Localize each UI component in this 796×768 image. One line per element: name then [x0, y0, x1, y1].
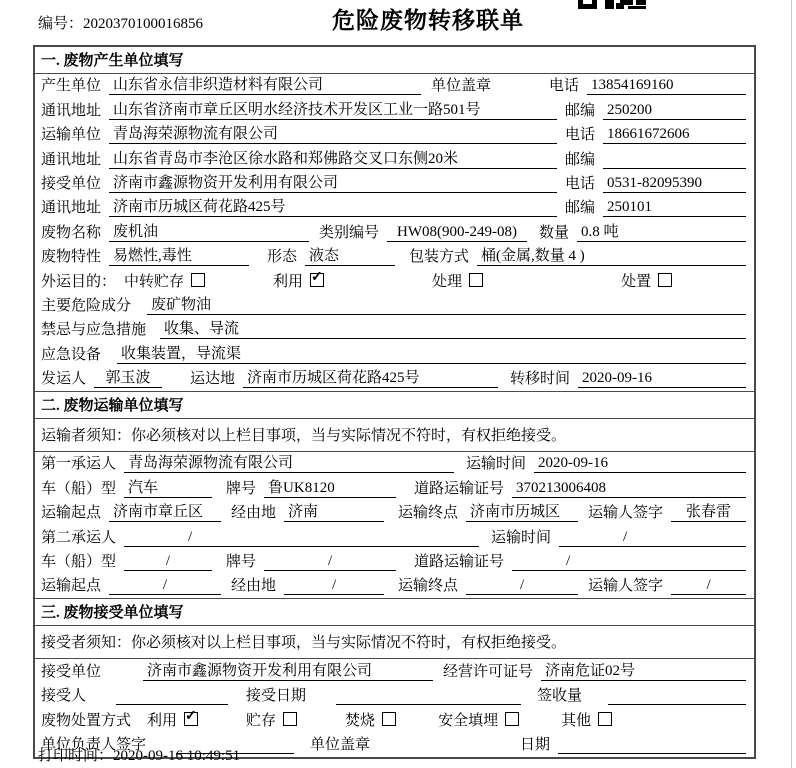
- address1-value: 山东省济南市章丘区明水经济技术开发区工业一路501号: [109, 98, 557, 120]
- precautions-value: 收集、导流: [160, 317, 746, 339]
- seal-label: 单位盖章: [431, 78, 492, 95]
- accept-date-value: [336, 704, 521, 705]
- option-treat: [432, 270, 483, 291]
- route2-row: [35, 574, 754, 598]
- plate2-label: 牌号: [226, 554, 257, 571]
- zip1-label: 邮编: [565, 102, 596, 119]
- acceptor-value: [116, 704, 228, 705]
- manifest-form: [33, 45, 756, 759]
- page-right-edge: [791, 0, 792, 768]
- vehicle1-row: [35, 476, 754, 500]
- qr-code-fragment-icon: [578, 0, 646, 9]
- producer-value: 山东省永信非织造材料有限公司: [109, 73, 421, 95]
- waste-characteristics-row: [35, 245, 754, 269]
- road-permit1-value: 370213006408: [512, 480, 746, 498]
- second-carrier-label: 第二承运人: [41, 529, 117, 546]
- zip2-value: [603, 168, 746, 169]
- carrier-sign1-value: 张春雷: [671, 500, 746, 522]
- acceptor-row: [35, 684, 754, 708]
- option-label: 利用: [273, 273, 304, 290]
- address3-value: 济南市历城区荷花路425号: [109, 195, 557, 217]
- terminus1-label: 运输终点: [398, 505, 459, 522]
- checkbox-unchecked-icon: [283, 712, 297, 726]
- producer-address-row: [35, 98, 754, 122]
- checkbox-unchecked-icon: [191, 273, 205, 287]
- carrier-sign2-value: /: [671, 577, 746, 595]
- option-safe-landfill: [438, 709, 519, 730]
- terminus1-value: 济南市历城区: [466, 500, 578, 522]
- option-label: 处置: [621, 273, 652, 290]
- form-value: 液态: [305, 244, 395, 266]
- option-utilize: [273, 270, 324, 291]
- origin1-value: 济南市章丘区: [109, 500, 221, 522]
- vehicle2-row: [35, 550, 754, 574]
- transport-time1-label: 运输时间: [466, 456, 527, 473]
- checkbox-unchecked-icon: [505, 712, 519, 726]
- carrier-sign2-label: 运输人签字: [588, 578, 664, 595]
- option-other: [561, 709, 612, 730]
- zip3-value: 250101: [603, 199, 746, 217]
- doc-number-value: 2020370100016856: [83, 16, 204, 32]
- option-transfer-storage: [124, 270, 205, 291]
- checkbox-checked-icon: [310, 273, 324, 287]
- receiver-notice: 接受者须知：你必须核对以上栏目事项，当与实际情况不符时，有权拒绝接受。: [35, 626, 754, 659]
- transporter-value: 青岛海荣源物流有限公司: [109, 122, 557, 144]
- receiver-label: 接受单位: [41, 175, 102, 192]
- date-value: [558, 753, 746, 754]
- plate2-value: /: [264, 553, 396, 571]
- received-qty-label: 签收量: [537, 688, 583, 705]
- vehicle-type2-value: /: [124, 553, 212, 571]
- option-store: [246, 709, 297, 730]
- producer-row: [35, 74, 754, 98]
- option-label: 其他: [561, 712, 592, 729]
- zip1-value: 250200: [603, 102, 746, 120]
- hazard-label: 主要危险成分: [41, 297, 132, 314]
- option-label: 利用: [147, 712, 178, 729]
- accept-unit-value: 济南市鑫源物资开发利用有限公司: [143, 659, 433, 681]
- characteristics-value: 易燃性,毒性: [109, 244, 249, 266]
- address3-label: 通讯地址: [41, 200, 102, 217]
- transfer-date-label: 转移时间: [510, 371, 571, 388]
- receiver-row: [35, 172, 754, 196]
- checkbox-checked-icon: [184, 712, 198, 726]
- equipment-value: 收集装置，导流渠: [117, 342, 746, 364]
- receiver-value: 济南市鑫源物资开发利用有限公司: [109, 171, 557, 193]
- zip3-label: 邮编: [565, 200, 596, 217]
- checkbox-unchecked-icon: [598, 712, 612, 726]
- checkbox-unchecked-icon: [658, 273, 672, 287]
- quantity-label: 数量: [539, 224, 570, 241]
- disposal-method-row: [35, 708, 754, 732]
- option-dispose: [621, 270, 672, 291]
- address2-label: 通讯地址: [41, 151, 102, 168]
- quantity-value: 0.8 吨: [577, 220, 746, 242]
- waste-name-row: [35, 220, 754, 244]
- option-label: 中转贮存: [124, 273, 185, 290]
- disposal-label: 废物处置方式: [41, 712, 132, 729]
- accept-date-label: 接受日期: [246, 688, 307, 705]
- origin1-label: 运输起点: [41, 505, 102, 522]
- option-incinerate: [345, 709, 396, 730]
- producer-label: 产生单位: [41, 78, 102, 95]
- plate1-value: 鲁UK8120: [264, 476, 396, 498]
- address2-value: 山东省青岛市李沧区徐水路和郑佛路交叉口东侧20米: [109, 147, 557, 169]
- phone3-label: 电话: [565, 175, 596, 192]
- option-label: 焚烧: [345, 712, 376, 729]
- option-utilize: [147, 709, 198, 730]
- acceptor-label: 接受人: [41, 688, 87, 705]
- road-permit1-label: 道路运输证号: [414, 480, 505, 497]
- first-carrier-value: 青岛海荣源物流有限公司: [124, 451, 454, 473]
- section1-header: 一. 废物产生单位填写: [35, 47, 754, 74]
- doc-number-line: [38, 12, 203, 33]
- waste-name-label: 废物名称: [41, 224, 102, 241]
- origin2-value: /: [109, 577, 221, 595]
- origin2-label: 运输起点: [41, 578, 102, 595]
- phone1-value: 13854169160: [587, 77, 746, 95]
- print-time-value: 2020-09-16 10:49:51: [113, 748, 241, 764]
- transport-time2-value: /: [559, 529, 746, 547]
- waste-name-value: 废机油: [109, 220, 309, 242]
- packaging-label: 包装方式: [409, 249, 470, 266]
- section2-header: 二. 废物运输单位填写: [35, 391, 754, 419]
- receiver-address-row: [35, 196, 754, 220]
- transport-time2-label: 运输时间: [491, 529, 552, 546]
- print-time-line: [38, 744, 240, 765]
- license-label: 经营许可证号: [443, 663, 534, 680]
- shipper-row: [35, 367, 754, 391]
- document-header: [0, 0, 796, 45]
- phone3-value: 0531-82095390: [603, 175, 746, 193]
- date-label: 日期: [520, 736, 551, 753]
- road-permit2-value: /: [512, 553, 746, 571]
- phone1-label: 电话: [549, 78, 580, 95]
- road-permit2-label: 道路运输证号: [414, 554, 505, 571]
- transporter-row: [35, 123, 754, 147]
- purpose-label: 外运目的：: [41, 273, 117, 290]
- transporter-address-row: [35, 147, 754, 171]
- page-title: 危险废物转移联单: [332, 8, 524, 33]
- characteristics-label: 废物特性: [41, 249, 102, 266]
- transport-purpose-row: [35, 269, 754, 293]
- precautions-row: [35, 318, 754, 342]
- carrier-sign1-label: 运输人签字: [588, 505, 664, 522]
- vehicle-type1-label: 车（船）型: [41, 480, 117, 497]
- via1-label: 经由地: [231, 505, 277, 522]
- transporter-label: 运输单位: [41, 127, 102, 144]
- unit-seal-label: 单位盖章: [310, 736, 371, 753]
- second-carrier-row: [35, 525, 754, 549]
- checkbox-unchecked-icon: [382, 712, 396, 726]
- transport-time1-value: 2020-09-16: [534, 455, 746, 473]
- received-qty-value: [608, 704, 746, 705]
- zip2-label: 邮编: [565, 151, 596, 168]
- checkbox-unchecked-icon: [469, 273, 483, 287]
- via2-value: /: [284, 577, 384, 595]
- option-label: 安全填埋: [438, 712, 499, 729]
- route1-row: [35, 501, 754, 525]
- terminus2-value: /: [466, 577, 578, 595]
- category-value: HW08(900-249-08): [387, 224, 527, 242]
- option-label: 处理: [432, 273, 463, 290]
- packaging-value: 桶(金属,数量 4 ): [477, 244, 746, 266]
- section3-header: 三. 废物接受单位填写: [35, 598, 754, 626]
- responsible-sign-label: 单位负责人签字: [41, 736, 147, 753]
- accept-unit-label: 接受单位: [41, 663, 102, 680]
- phone2-label: 电话: [565, 127, 596, 144]
- vehicle-type2-label: 车（船）型: [41, 554, 117, 571]
- terminus2-label: 运输终点: [398, 578, 459, 595]
- via2-label: 经由地: [231, 578, 277, 595]
- category-label: 类别编号: [319, 224, 380, 241]
- first-carrier-label: 第一承运人: [41, 456, 117, 473]
- phone2-value: 18661672606: [603, 126, 746, 144]
- destination-label: 运达地: [190, 371, 236, 388]
- doc-number-label: 编号：: [38, 16, 84, 32]
- transfer-date-value: 2020-09-16: [578, 370, 746, 388]
- hazard-value: 废矿物油: [147, 293, 746, 315]
- precautions-label: 禁忌与应急措施: [41, 322, 147, 339]
- address1-label: 通讯地址: [41, 102, 102, 119]
- vehicle-type1-value: 汽车: [124, 476, 212, 498]
- hazard-components-row: [35, 294, 754, 318]
- destination-value: 济南市历城区荷花路425号: [243, 366, 498, 388]
- second-carrier-value: /: [124, 529, 479, 547]
- plate1-label: 牌号: [226, 480, 257, 497]
- accept-unit-row: [35, 659, 754, 683]
- equipment-label: 应急设备: [41, 346, 102, 363]
- transporter-notice: 运输者须知：你必须核对以上栏目事项，当与实际情况不符时，有权拒绝接受。: [35, 419, 754, 452]
- form-label: 形态: [267, 249, 298, 266]
- shipper-value: 郭玉波: [94, 366, 162, 388]
- shipper-label: 发运人: [41, 371, 87, 388]
- via1-value: 济南: [284, 500, 384, 522]
- emergency-equipment-row: [35, 342, 754, 366]
- print-time-label: 打印时间：: [38, 748, 114, 764]
- first-carrier-row: [35, 452, 754, 476]
- license-value: 济南危证02号: [541, 659, 746, 681]
- option-label: 贮存: [246, 712, 277, 729]
